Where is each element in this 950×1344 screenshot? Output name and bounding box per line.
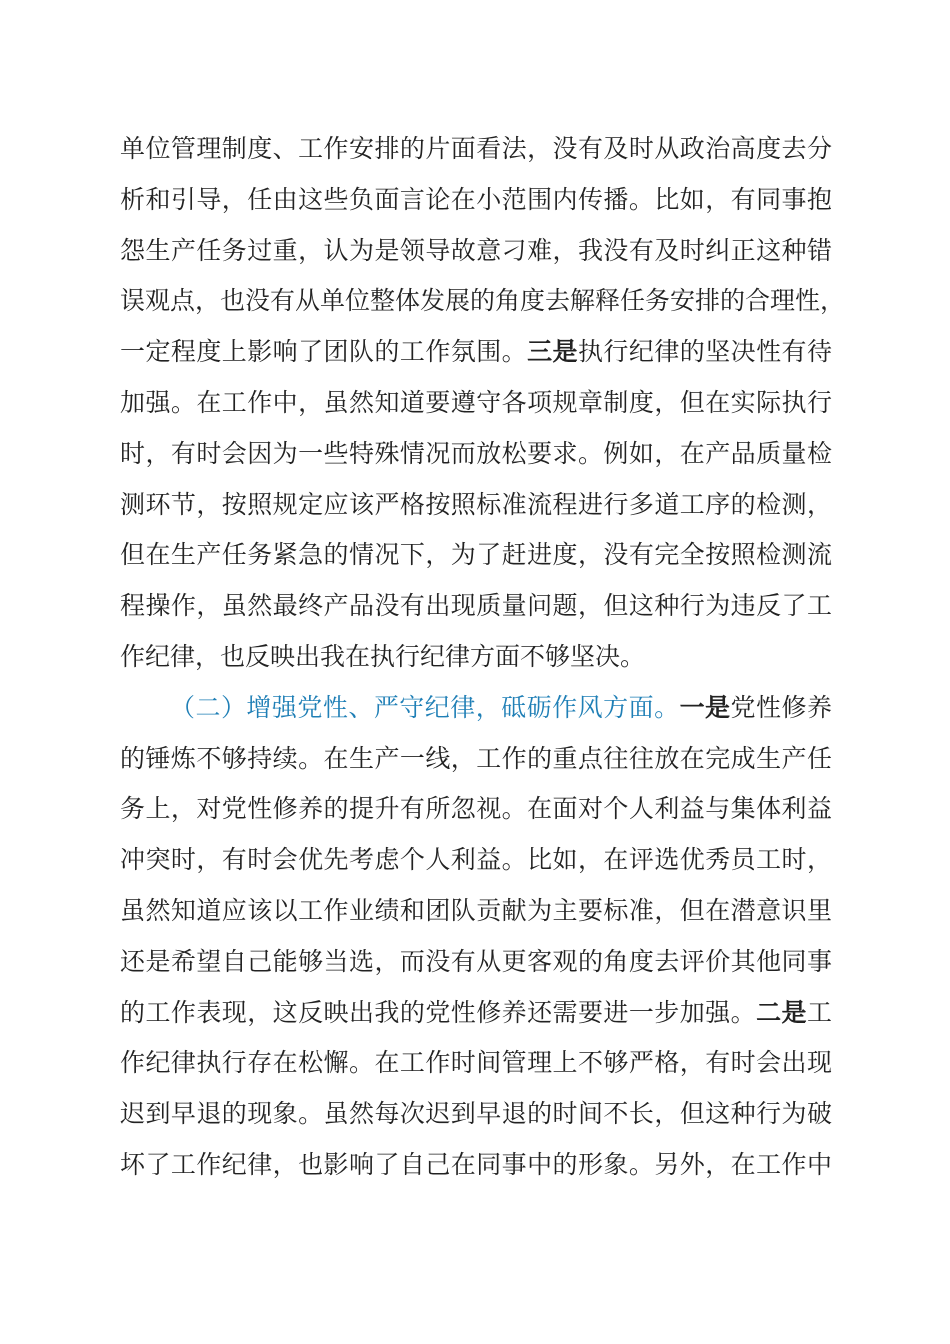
text-line: 虽然知道应该以工作业绩和团队贡献为主要标准，但在潜意识里 [120, 895, 832, 925]
text-line: 冲突时，有时会优先考虑个人利益。比如，在评选优秀员工时， [120, 845, 832, 875]
text-line: 作纪律执行存在松懈。在工作时间管理上不够严格，有时会出现 [120, 1048, 832, 1078]
document-body [120, 124, 846, 1191]
text-line [120, 988, 832, 1039]
text-line: 但在生产任务紧急的情况下，为了赶进度，没有完全按照检测流 [120, 540, 832, 570]
paragraph-1 [120, 124, 846, 683]
text-span: 执行纪律的坚决性有待 [577, 337, 832, 367]
point-marker-three: 三是 [527, 337, 578, 367]
text-line: 怨生产任务过重，认为是领导故意刁难，我没有及时纠正这种错 [120, 235, 832, 265]
section-heading-line [120, 683, 832, 734]
text-line: 程操作，虽然最终产品没有出现质量问题，但这种行为违反了工 [120, 591, 832, 621]
point-marker-two: 二是 [756, 997, 807, 1027]
text-line: 还是希望自己能够当选，而没有从更客观的角度去评价其他同事 [120, 946, 832, 976]
text-line [120, 327, 832, 378]
text-line: 坏了工作纪律，也影响了自己在同事中的形象。另外，在工作中 [120, 1149, 832, 1179]
text-span: 党性修养 [730, 692, 832, 722]
text-line: 加强。在工作中，虽然知道要遵守各项规章制度，但在实际执行 [120, 387, 832, 417]
text-line: 务上，对党性修养的提升有所忽视。在面对个人利益与集体利益 [120, 794, 832, 824]
paragraph-2 [120, 683, 832, 1191]
text-line: 的锤炼不够持续。在生产一线，工作的重点往往放在完成生产任 [120, 743, 832, 773]
text-line: 析和引导，任由这些负面言论在小范围内传播。比如，有同事抱 [120, 184, 832, 214]
text-line: 迟到早退的现象。虽然每次迟到早退的时间不长，但这种行为破 [120, 1099, 832, 1129]
text-line: 误观点，也没有从单位整体发展的角度去解释任务安排的合理性， [120, 286, 846, 316]
text-line: 时，有时会因为一些特殊情况而放松要求。例如，在产品质量检 [120, 438, 832, 468]
text-span: 的工作表现，这反映出我的党性修养还需要进一步加强。 [120, 997, 757, 1027]
point-marker-one: 一是 [679, 692, 731, 722]
text-span: 一定程度上影响了团队的工作氛围。 [120, 337, 528, 367]
text-line: 单位管理制度、工作安排的片面看法，没有及时从政治高度去分 [120, 134, 832, 163]
text-span: 工 [806, 997, 832, 1027]
section-heading: （二）增强党性、严守纪律，砥砺作风方面。 [170, 692, 680, 722]
text-line-last: 作纪律，也反映出我在执行纪律方面不够坚决。 [120, 641, 646, 671]
text-line: 测环节，按照规定应该严格按照标准流程进行多道工序的检测， [120, 489, 832, 519]
